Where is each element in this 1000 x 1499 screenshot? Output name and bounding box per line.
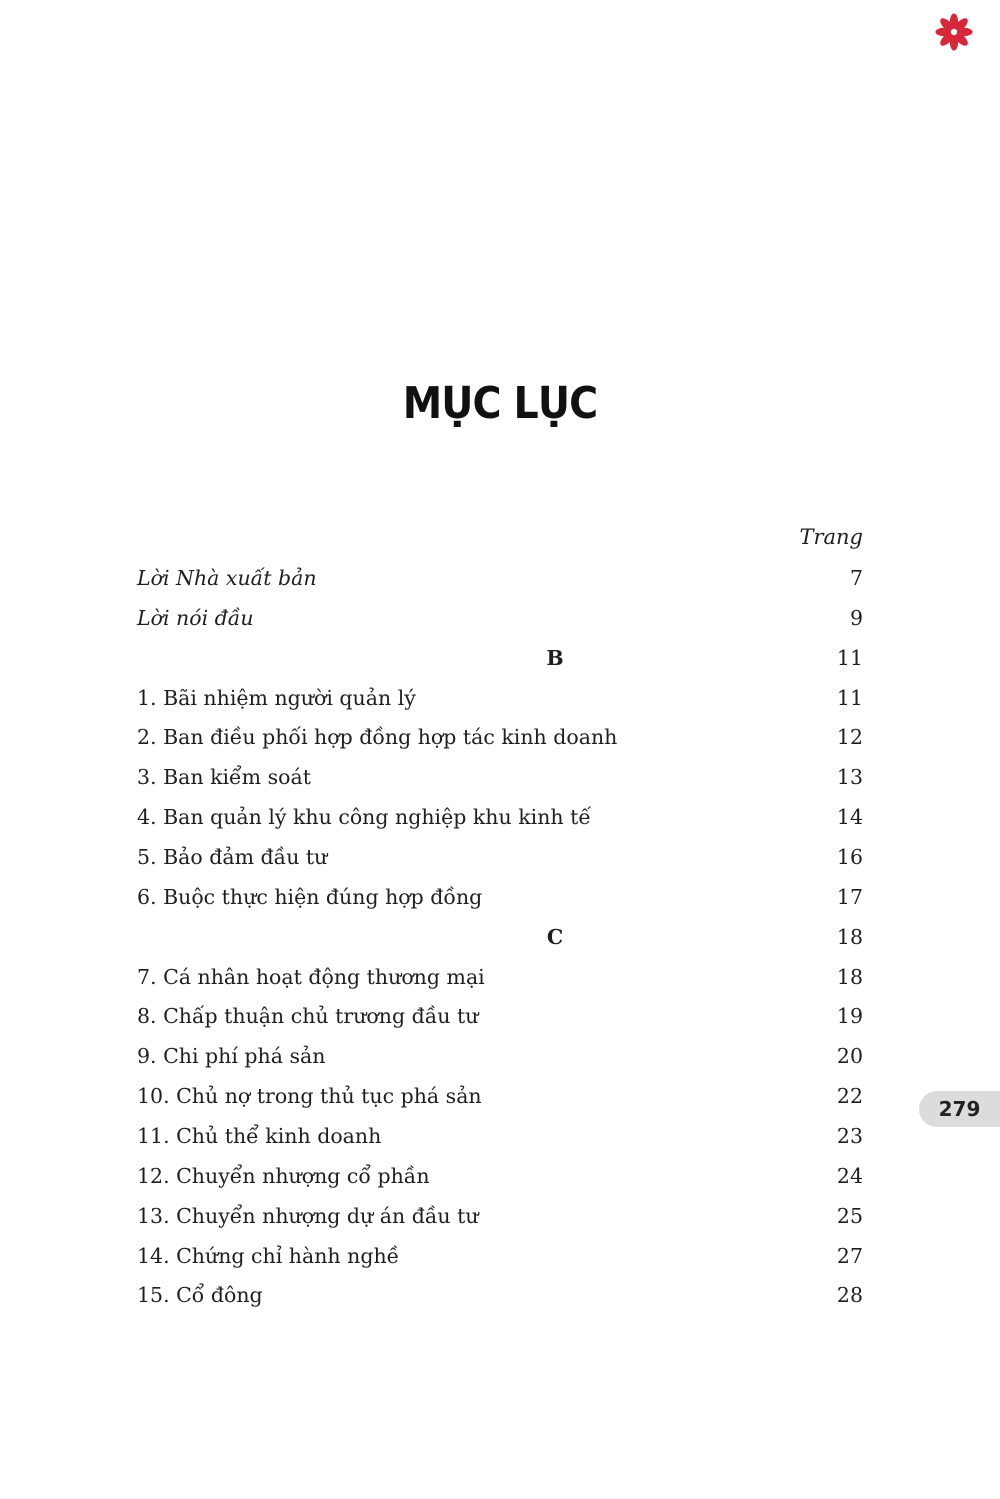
toc-entry-page: 17 <box>836 884 863 909</box>
toc-entry-page: 18 <box>836 964 863 989</box>
toc-entry-page: 11 <box>836 645 863 670</box>
toc-entry-title: 5. Bảo đảm đầu tư <box>137 844 328 869</box>
toc-entry-title: Lời nói đầu <box>137 605 254 630</box>
toc-entry-page: 9 <box>849 605 863 630</box>
toc-entry-title: 11. Chủ thể kinh doanh <box>137 1123 382 1148</box>
toc-entry-page: 22 <box>836 1084 863 1109</box>
toc-entry-title: 8. Chấp thuận chủ trương đầu tư <box>137 1004 479 1029</box>
toc-entry-page: 11 <box>836 685 863 710</box>
toc-entry-page: 28 <box>836 1283 863 1308</box>
toc-entry-title: 3. Ban kiểm soát <box>137 765 311 790</box>
toc-entry-title: 9. Chi phí phá sản <box>137 1044 326 1069</box>
toc-entry[interactable] <box>137 797 863 837</box>
toc-entry[interactable] <box>137 1236 863 1276</box>
toc-entry-page: 20 <box>836 1044 863 1069</box>
toc-entry-page: 18 <box>836 924 863 949</box>
toc-entry[interactable] <box>137 717 863 757</box>
toc-entry-title: 7. Cá nhân hoạt động thương mại <box>137 964 485 989</box>
toc-entry[interactable] <box>137 1275 863 1315</box>
toc-entry-page: 13 <box>836 765 863 790</box>
page-number: 279 <box>938 1097 981 1121</box>
page-title: MỤC LỤC <box>402 378 598 429</box>
toc-entry-page: 23 <box>836 1123 863 1148</box>
toc-entry-title: 2. Ban điều phối hợp đồng hợp tác kinh doanh <box>137 725 618 750</box>
toc-entry-title: 10. Chủ nợ trong thủ tục phá sản <box>137 1084 482 1109</box>
toc-entry-title: 6. Buộc thực hiện đúng hợp đồng <box>137 884 483 909</box>
toc-entry[interactable] <box>137 996 863 1036</box>
page-number-tab <box>919 1091 1000 1127</box>
toc-section-letter: C <box>546 924 564 949</box>
toc-entry[interactable] <box>137 1196 863 1236</box>
toc-entry[interactable] <box>137 957 863 997</box>
publisher-flower-logo-icon <box>934 12 974 52</box>
toc-entry[interactable] <box>137 877 863 917</box>
toc-entry-title: 13. Chuyển nhượng dự án đầu tư <box>137 1203 479 1228</box>
toc-entry-title: 15. Cổ đông <box>137 1283 263 1308</box>
toc-entry-title: 14. Chứng chỉ hành nghề <box>137 1243 400 1268</box>
toc-entry[interactable] <box>137 1076 863 1116</box>
toc-entry[interactable] <box>137 1116 863 1156</box>
toc-entry[interactable] <box>137 757 863 797</box>
toc-entry-page: 14 <box>836 805 863 830</box>
toc-entry[interactable] <box>137 598 863 638</box>
table-of-contents <box>137 558 863 1315</box>
toc-entry-page: 7 <box>849 565 863 590</box>
toc-section-row[interactable] <box>137 638 863 678</box>
toc-entry-title: 4. Ban quản lý khu công nghiệp khu kinh tế <box>137 805 591 830</box>
toc-entry-page: 24 <box>836 1163 863 1188</box>
toc-entry-page: 25 <box>836 1203 863 1228</box>
toc-entry-page: 19 <box>836 1004 863 1029</box>
toc-page-column-header: Trang <box>799 525 863 549</box>
toc-section-row[interactable] <box>137 917 863 957</box>
toc-entry[interactable] <box>137 678 863 718</box>
toc-entry[interactable] <box>137 1156 863 1196</box>
toc-entry-page: 16 <box>836 844 863 869</box>
toc-entry-title: 1. Bãi nhiệm người quản lý <box>137 685 416 710</box>
toc-entry[interactable] <box>137 1036 863 1076</box>
toc-entry-page: 12 <box>836 725 863 750</box>
toc-entry-page: 27 <box>836 1243 863 1268</box>
toc-entry-title: 12. Chuyển nhượng cổ phần <box>137 1163 430 1188</box>
toc-entry[interactable] <box>137 837 863 877</box>
toc-entry-title: Lời Nhà xuất bản <box>137 565 317 590</box>
toc-section-letter: B <box>546 645 564 670</box>
toc-entry[interactable] <box>137 558 863 598</box>
